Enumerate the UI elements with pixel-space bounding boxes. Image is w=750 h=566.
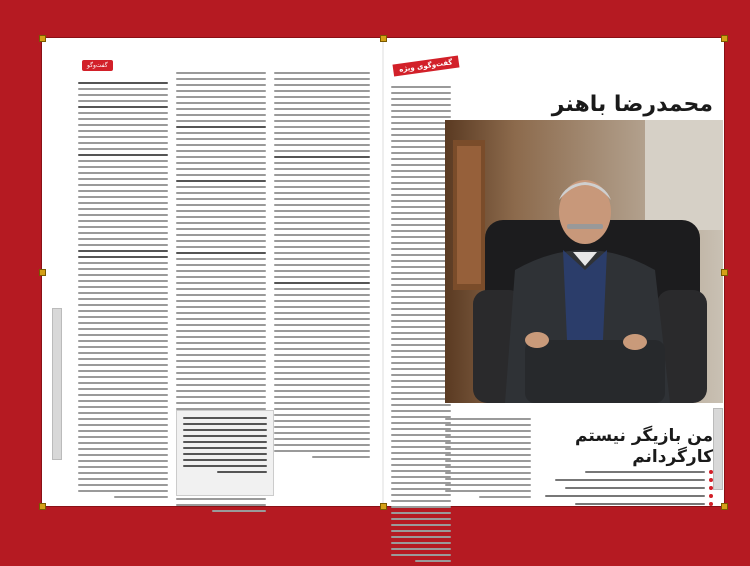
- pull-quote-box: [176, 410, 274, 496]
- selection-handle[interactable]: [721, 503, 728, 510]
- selection-handle[interactable]: [39, 503, 46, 510]
- list-item: [533, 502, 713, 506]
- selection-handle[interactable]: [39, 35, 46, 42]
- selection-handle[interactable]: [721, 35, 728, 42]
- selection-handle[interactable]: [380, 503, 387, 510]
- left-page: [42, 38, 383, 506]
- left-column-3: [78, 82, 168, 502]
- selection-handle[interactable]: [39, 269, 46, 276]
- portrait-photo: [445, 120, 723, 403]
- right-page-intro-text: [391, 86, 451, 566]
- bullet-list: [533, 470, 713, 510]
- list-item: [533, 486, 713, 490]
- magazine-spread: [42, 38, 724, 506]
- list-item: [533, 494, 713, 498]
- left-page-side-strip: [52, 308, 62, 460]
- headline-quote-line1: من بازیگر نیستم: [575, 426, 713, 446]
- left-column-1: [274, 72, 370, 462]
- list-item: [533, 478, 713, 482]
- right-page-side-strip: [713, 408, 723, 490]
- selection-handle[interactable]: [721, 269, 728, 276]
- section-tag: گفت‌وگوی ویژه: [392, 55, 459, 76]
- left-page-badge: گفت‌وگو: [82, 60, 113, 71]
- list-item: [533, 470, 713, 474]
- right-page: [383, 38, 724, 506]
- right-page-bottom-text: [445, 418, 531, 502]
- portrait-photo-icon: [445, 120, 723, 403]
- selection-handle[interactable]: [380, 35, 387, 42]
- headline-quote-line2: کارگردانم: [632, 447, 713, 467]
- headline-name: محمدرضا باهنر: [551, 92, 713, 117]
- headline-quote: [543, 426, 713, 468]
